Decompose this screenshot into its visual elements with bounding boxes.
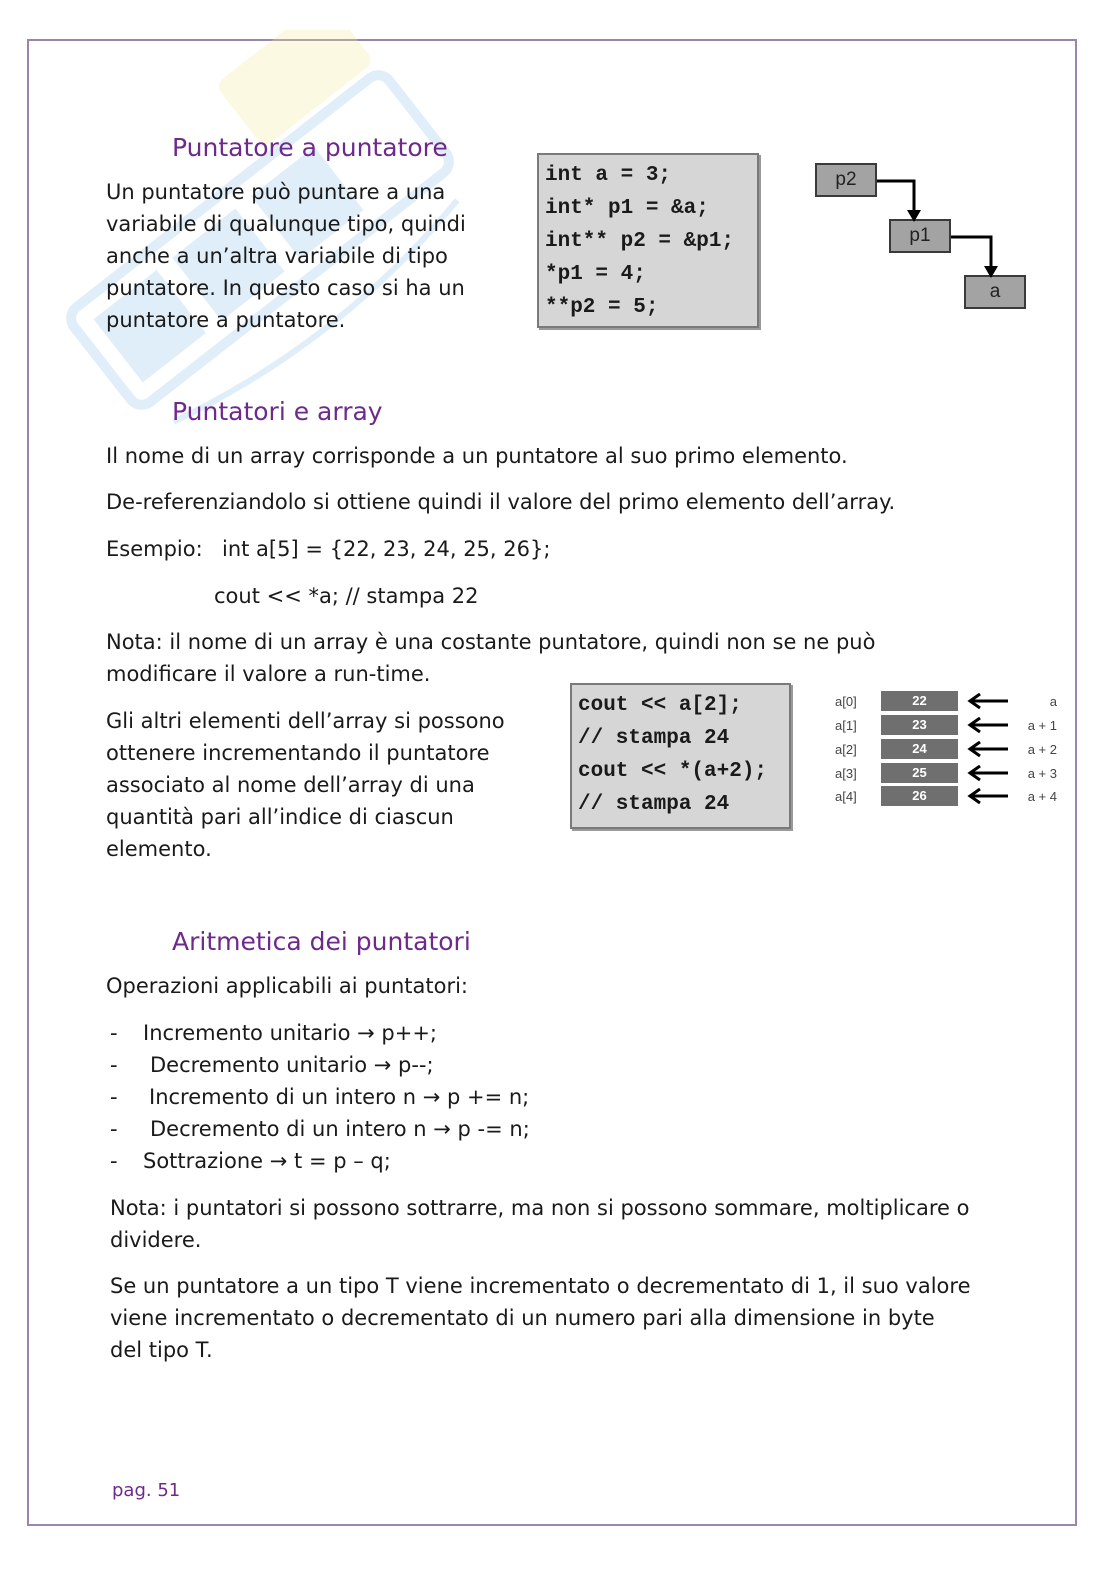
array-cell: 26 xyxy=(881,786,958,806)
text-line: Gli altri elementi dell’array si possono xyxy=(106,709,505,733)
array-index-label: a[2] xyxy=(835,742,857,757)
array-deref-line: De-referenziandolo si ottiene quindi il valore del primo elemento dell’array. xyxy=(106,490,896,514)
arithmetic-intro: Operazioni applicabili ai puntatori: xyxy=(106,974,468,998)
text-line: Nota: il nome di un array è una costante puntatore, quindi non se ne può xyxy=(106,630,876,654)
text-line: ottenere incrementando il puntatore xyxy=(106,741,490,765)
array-pointer-label: a + 3 xyxy=(1027,766,1057,781)
text-line: puntatore a puntatore. xyxy=(106,308,346,332)
code-line: int* p1 = &a; xyxy=(545,197,709,220)
array-index-label: a[0] xyxy=(835,694,857,709)
text-line: dividere. xyxy=(110,1228,202,1252)
array-intro-line: Il nome di un array corrisponde a un puntatore al suo primo elemento. xyxy=(106,444,848,468)
code-line: cout << a[2]; xyxy=(578,694,742,717)
code-line: // stampa 24 xyxy=(578,727,730,750)
code-line: **p2 = 5; xyxy=(545,296,659,319)
pointer-box-p1: p1 xyxy=(889,219,951,253)
pointer-box-p2: p2 xyxy=(815,163,877,197)
code-line: int** p2 = &p1; xyxy=(545,230,735,253)
example-code-cout: cout << *a; // stampa 22 xyxy=(214,584,479,608)
arithmetic-final-paragraph xyxy=(110,1270,971,1366)
array-pointer-label: a + 4 xyxy=(1027,789,1057,804)
text-line: Un puntatore può puntare a una xyxy=(106,180,446,204)
pointer-arrows xyxy=(870,170,1010,290)
array-pointer-label: a + 1 xyxy=(1027,718,1057,733)
code-line: *p1 = 4; xyxy=(545,263,646,286)
text-line: anche a un’altra variabile di tipo xyxy=(106,244,448,268)
text-line: del tipo T. xyxy=(110,1338,213,1362)
array-cell: 24 xyxy=(881,739,958,759)
array-cell: 22 xyxy=(881,691,958,711)
arithmetic-note xyxy=(110,1192,969,1256)
array-index-label: a[4] xyxy=(835,789,857,804)
section-title-pointer-arithmetic: Aritmetica dei puntatori xyxy=(172,927,471,956)
array-arrows xyxy=(964,691,1010,807)
pointer-box-a: a xyxy=(964,275,1026,309)
section-title-pointers-and-arrays: Puntatori e array xyxy=(172,397,383,426)
section-title-pointer-to-pointer: Puntatore a puntatore xyxy=(172,133,448,162)
code-line: cout << *(a+2); xyxy=(578,760,768,783)
array-index-label: a[1] xyxy=(835,718,857,733)
code-block-array-access xyxy=(570,683,791,829)
section1-paragraph xyxy=(106,176,466,336)
page-number: pag. 51 xyxy=(112,1480,181,1501)
text-line: elemento. xyxy=(106,837,212,861)
text-line: puntatore. In questo caso si ha un xyxy=(106,276,465,300)
array-cell: 25 xyxy=(881,763,958,783)
array-cell: 23 xyxy=(881,715,958,735)
code-line: int a = 3; xyxy=(545,164,672,187)
example-code-declaration: int a[5] = {22, 23, 24, 25, 26}; xyxy=(222,537,551,561)
example-label: Esempio: xyxy=(106,537,203,561)
array-index-label: a[3] xyxy=(835,766,857,781)
code-block-pointer-to-pointer xyxy=(537,153,759,328)
text-line: modificare il valore a run-time. xyxy=(106,662,431,686)
array-note xyxy=(106,626,875,690)
array-pointer-label: a xyxy=(1049,694,1057,709)
array-paragraph xyxy=(106,705,505,865)
array-pointer-label: a + 2 xyxy=(1027,742,1057,757)
text-line: Se un puntatore a un tipo T viene incrementato o decrementato di 1, il suo valore xyxy=(110,1274,971,1298)
text-line: variabile di qualunque tipo, quindi xyxy=(106,212,466,236)
code-line: // stampa 24 xyxy=(578,793,730,816)
text-line: Nota: i puntatori si possono sottrarre, ma non si possono sommare, moltiplicare o xyxy=(110,1196,970,1220)
text-line: associato al nome dell’array di una xyxy=(106,773,475,797)
text-line: viene incrementato o decrementato di un numero pari alla dimensione in byte xyxy=(110,1306,935,1330)
text-line: quantità pari all’indice di ciascun xyxy=(106,805,454,829)
